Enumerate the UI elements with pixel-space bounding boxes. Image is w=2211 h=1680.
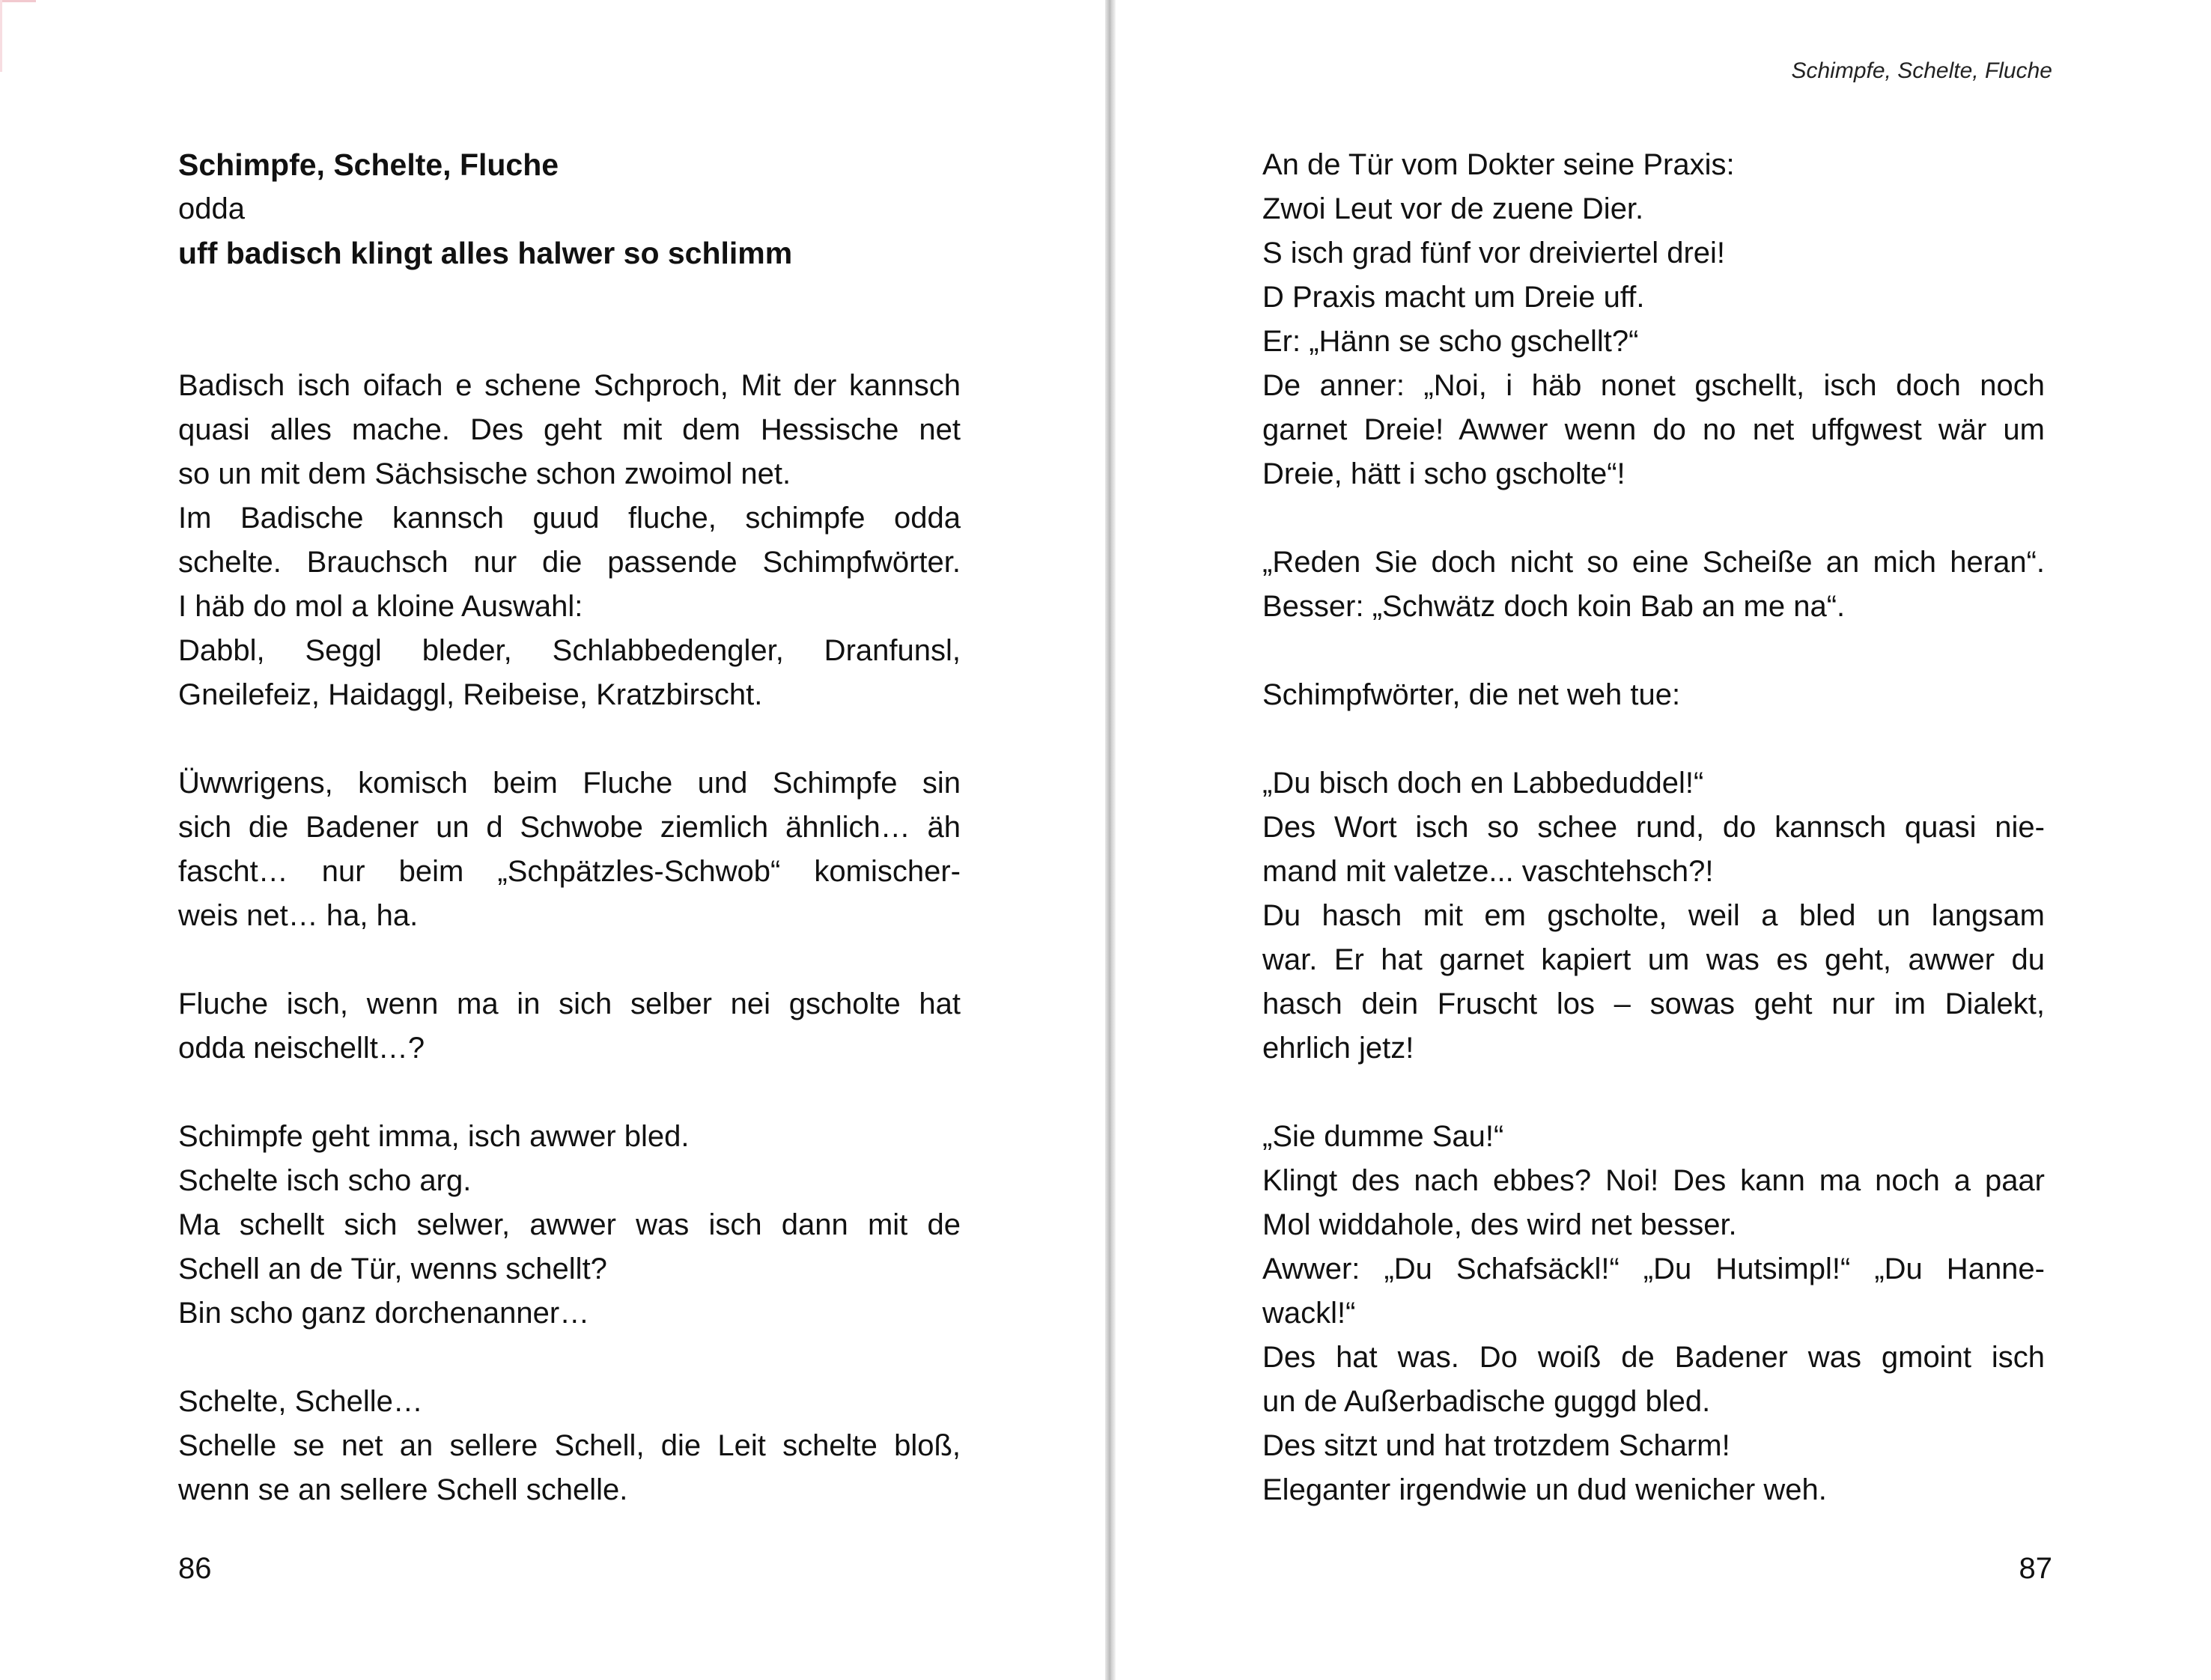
- chapter-title: Schimpfe, Schelte, Fluche: [178, 147, 559, 182]
- left-text-column: [178, 143, 961, 1512]
- spacer: [1262, 629, 2045, 673]
- text-line: Schell an de Tür, wenns schellt?: [178, 1253, 607, 1285]
- text-line: Er: „Hänn se scho gschellt?“: [1262, 325, 1639, 358]
- text-line: Bin scho ganz dorchenanner…: [178, 1297, 590, 1330]
- text-line: Ma schellt sich selwer, awwer was isch dann mit de: [178, 1208, 961, 1241]
- right-page: [1116, 0, 2211, 1680]
- chapter-title-connector: odda: [178, 192, 245, 225]
- spacer: [178, 938, 961, 982]
- crop-mark-vertical: [0, 0, 2, 72]
- spacer: [178, 1071, 961, 1115]
- text-line: Schelte, Schelle…: [178, 1385, 423, 1418]
- text-line: „Du bisch doch en Labbeduddel!“: [1262, 767, 1704, 800]
- text-line: Schelte isch scho arg.: [178, 1164, 472, 1197]
- spacer: [178, 276, 961, 320]
- page-number: 87: [2019, 1552, 2052, 1585]
- text-line: Des hat was. Do woiß de Badener was gmoint isch: [1262, 1341, 2045, 1374]
- running-head: Schimpfe, Schelte, Fluche: [1791, 58, 2052, 83]
- text-line: Schelle se net an sellere Schell, die Leit schelte bloß,: [178, 1429, 961, 1462]
- text-line: Zwoi Leut vor de zuene Dier.: [1262, 192, 1644, 225]
- text-line: schelte. Brauchsch nur die passende Schimpfwörter.: [178, 546, 961, 579]
- left-page: [0, 0, 1105, 1680]
- text-line: fascht… nur beim „Schpätzles-Schwob“ komischer-: [178, 855, 961, 888]
- text-line: Des sitzt und hat trotzdem Scharm!: [1262, 1429, 1730, 1462]
- text-line: I häb do mol a kloine Auswahl:: [178, 590, 583, 623]
- text-line: Schimpfe geht imma, isch awwer bled.: [178, 1120, 690, 1153]
- text-line: „Sie dumme Sau!“: [1262, 1120, 1504, 1153]
- book-gutter: [1105, 0, 1116, 1680]
- text-line: Besser: „Schwätz doch koin Bab an me na“.: [1262, 590, 1846, 623]
- chapter-subtitle: uff badisch klingt alles halwer so schlimm: [178, 236, 793, 270]
- text-line: De anner: „Noi, i häb nonet gschellt, isch doch noch: [1262, 369, 2045, 402]
- spacer: [178, 717, 961, 761]
- text-line: Awwer: „Du Schafsäckl!“ „Du Hutsimpl!“ „Du Hanne-: [1262, 1253, 2045, 1285]
- page-number: 86: [178, 1552, 212, 1585]
- spacer: [1262, 1071, 2045, 1115]
- text-line: D Praxis macht um Dreie uff.: [1262, 281, 1645, 314]
- text-line: mand mit valetze... vaschtehsch?!: [1262, 855, 1714, 888]
- text-line: war. Er hat garnet kapiert um was es geht, awwer du: [1262, 943, 2045, 976]
- right-text-column: [1262, 143, 2045, 1512]
- crop-mark: [0, 0, 36, 2]
- text-line: Klingt des nach ebbes? Noi! Des kann ma noch a paar: [1262, 1164, 2045, 1197]
- text-line: Schimpfwörter, die net weh tue:: [1262, 678, 1681, 711]
- text-line: wenn se an sellere Schell schelle.: [178, 1473, 628, 1506]
- text-line: ehrlich jetz!: [1262, 1032, 1414, 1065]
- text-line: so un mit dem Sächsische schon zwoimol net.: [178, 457, 791, 490]
- text-line: Eleganter irgendwie un dud wenicher weh.: [1262, 1473, 1827, 1506]
- text-line: Gneilefeiz, Haidaggl, Reibeise, Kratzbirscht.: [178, 678, 763, 711]
- text-line: Des Wort isch so schee rund, do kannsch quasi nie-: [1262, 811, 2045, 844]
- text-line: weis net… ha, ha.: [178, 899, 419, 932]
- spacer: [178, 320, 961, 364]
- text-line: Üwwrigens, komisch beim Fluche und Schimpfe sin: [178, 767, 961, 800]
- spacer: [178, 1336, 961, 1380]
- text-line: hasch dein Fruscht los – sowas geht nur im Dialekt,: [1262, 987, 2045, 1020]
- text-line: Mol widdahole, des wird net besser.: [1262, 1208, 1737, 1241]
- text-line: Dabbl, Seggl bleder, Schlabbedengler, Dranfunsl,: [178, 634, 961, 667]
- text-line: Du hasch mit em gscholte, weil a bled un langsam: [1262, 899, 2045, 932]
- text-line: S isch grad fünf vor dreiviertel drei!: [1262, 237, 1726, 270]
- text-line: sich die Badener un d Schwobe ziemlich ähnlich… äh: [178, 811, 961, 844]
- text-line: An de Tür vom Dokter seine Praxis:: [1262, 148, 1735, 181]
- text-line: wackl!“: [1262, 1297, 1356, 1330]
- text-line: un de Außerbadische guggd bled.: [1262, 1385, 1711, 1418]
- text-line: Im Badische kannsch guud fluche, schimpfe odda: [178, 502, 961, 535]
- spacer: [1262, 496, 2045, 541]
- text-line: Badisch isch oifach e schene Schproch, Mit der kannsch: [178, 369, 961, 402]
- text-line: odda neischellt…?: [178, 1032, 425, 1065]
- text-line: Dreie, hätt i scho gscholte“!: [1262, 457, 1625, 490]
- spacer: [1262, 717, 2045, 761]
- text-line: garnet Dreie! Awwer wenn do no net uffgwest wär um: [1262, 413, 2045, 446]
- text-line: „Reden Sie doch nicht so eine Scheiße an mich heran“.: [1262, 546, 2045, 579]
- text-line: Fluche isch, wenn ma in sich selber nei gscholte hat: [178, 987, 961, 1020]
- text-line: quasi alles mache. Des geht mit dem Hessische net: [178, 413, 961, 446]
